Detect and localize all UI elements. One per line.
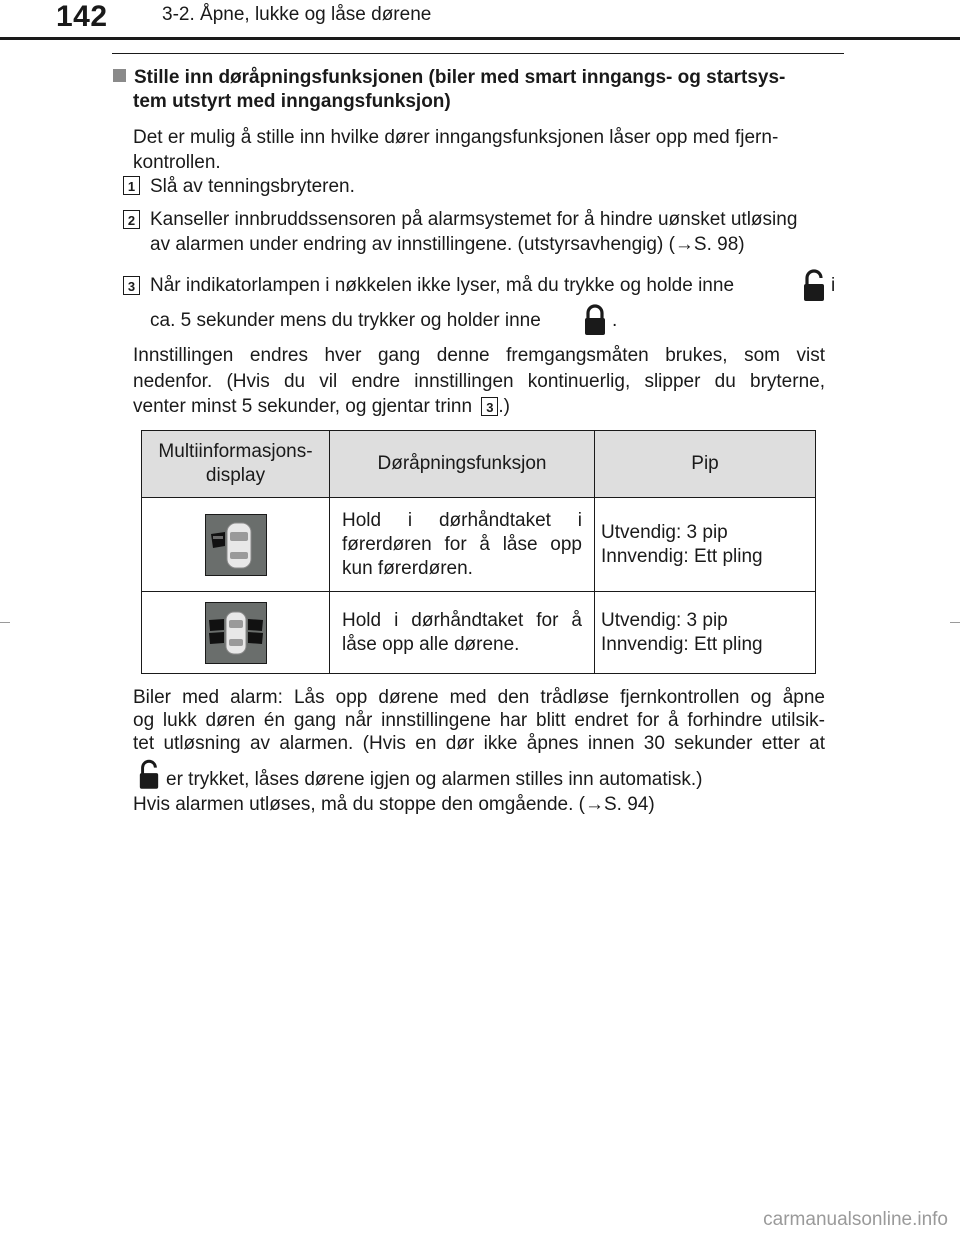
door-unlock-settings-table [141, 430, 816, 674]
note-line-5: Hvis alarmen utløses, må du stoppe den omgående. (→S. 94) [133, 794, 655, 815]
table-row [142, 592, 816, 674]
note-line-2: og lukk døren én gang når innstillingene har blitt endret for å forhindre utilsik- [133, 710, 825, 731]
paragraph-line-1: Innstillingen endres hver gang denne fremgangsmåten brukes, som vist [133, 345, 825, 366]
column-header-display: Multiinformasjons- display [142, 431, 330, 498]
intro-line-2: kontrollen. [133, 152, 221, 173]
paragraph-line-2: nedenfor. (Hvis du vil endre innstillingen kontinuerlig, slipper du bryterne, [133, 370, 825, 392]
step-3-line-1-end: i [831, 275, 836, 296]
display-cell [142, 498, 330, 592]
unlock-icon [138, 759, 160, 791]
step-3-badge: 3 [123, 276, 140, 295]
pip-inside: Innvendig: Ett pling [601, 633, 763, 655]
driver-door-icon [205, 514, 267, 576]
pip-cell [595, 498, 816, 592]
step-3-reference-badge: 3 [481, 397, 498, 416]
page-number: 142 [56, 0, 108, 33]
display-cell [142, 592, 330, 674]
step-3-line-2-end: . [612, 310, 618, 331]
step-2-text [150, 207, 840, 257]
step-2-line-1: Kanseller innbruddssensoren på alarmsystemet for å hindre uønsket utløsing [150, 209, 798, 230]
heading-line-2: tem utstyrt med inngangsfunksjon) [133, 91, 451, 112]
alarm-note [133, 686, 825, 755]
step-1-badge: 1 [123, 176, 140, 195]
column-header-function: Døråpningsfunksjon [330, 431, 595, 498]
intro-line-1: Det er mulig å stille inn hvilke dører inngangsfunksjonen låser opp med fjern- [133, 127, 779, 148]
pip-inside: Innvendig: Ett pling [601, 545, 763, 567]
unlock-icon [802, 269, 826, 303]
crop-mark [950, 622, 960, 623]
function-cell: Hold i dørhåndtaket i førerdøren for å låse opp kun førerdøren. [330, 498, 595, 592]
pip-cell [595, 592, 816, 674]
intro-paragraph [133, 125, 843, 175]
step-2-line-2: av alarmen under endring av innstillingene. (utstyrsavhengig) (→S. 98) [150, 234, 745, 255]
crop-mark [0, 622, 10, 623]
paragraph-line-3-text: venter minst 5 sekunder, og gjentar trinn [133, 396, 473, 417]
table-row [142, 498, 816, 592]
header-rule [0, 37, 960, 40]
step-3-line-1-text: Når indikatorlampen i nøkkelen ikke lyser, må du trykke og holde inne [150, 275, 735, 296]
lock-icon [583, 304, 607, 336]
watermark: carmanualsonline.info [763, 1209, 948, 1230]
pip-outside: Utvendig: 3 pip [601, 609, 728, 631]
paragraph-line-3 [133, 394, 825, 420]
settings-paragraph [133, 343, 825, 420]
note-line-3: tet utløsning av alarmen. (Hvis en dør ikke åpnes innen 30 sekunder etter at [133, 733, 825, 754]
step-3-line-2-text: ca. 5 sekunder mens du trykker og holder inne [150, 310, 541, 331]
bullet-square-icon [113, 69, 126, 82]
step-1-text: Slå av tenningsbryteren. [150, 176, 355, 197]
table-header-row [142, 431, 816, 498]
column-header-pip: Pip [595, 431, 816, 498]
section-title: 3-2. Åpne, lukke og låse dørene [162, 4, 432, 25]
all-doors-icon [205, 602, 267, 664]
heading-line-1: Stille inn døråpningsfunksjonen (biler med smart inngangs- og startsys- [134, 67, 786, 88]
pip-outside: Utvendig: 3 pip [601, 521, 728, 543]
step-2-badge: 2 [123, 210, 140, 229]
section-rule [112, 53, 844, 54]
note-line-1: Biler med alarm: Lås opp dørene med den trådløse fjernkontrollen og åpne [133, 687, 825, 708]
function-cell: Hold i dørhåndtaket for å låse opp alle dørene. [330, 592, 595, 674]
paragraph-line-3-end: .) [498, 396, 510, 417]
subsection-heading [113, 66, 843, 114]
note-line-4: er trykket, låses dørene igjen og alarmen stilles inn automatisk.) [166, 769, 703, 790]
